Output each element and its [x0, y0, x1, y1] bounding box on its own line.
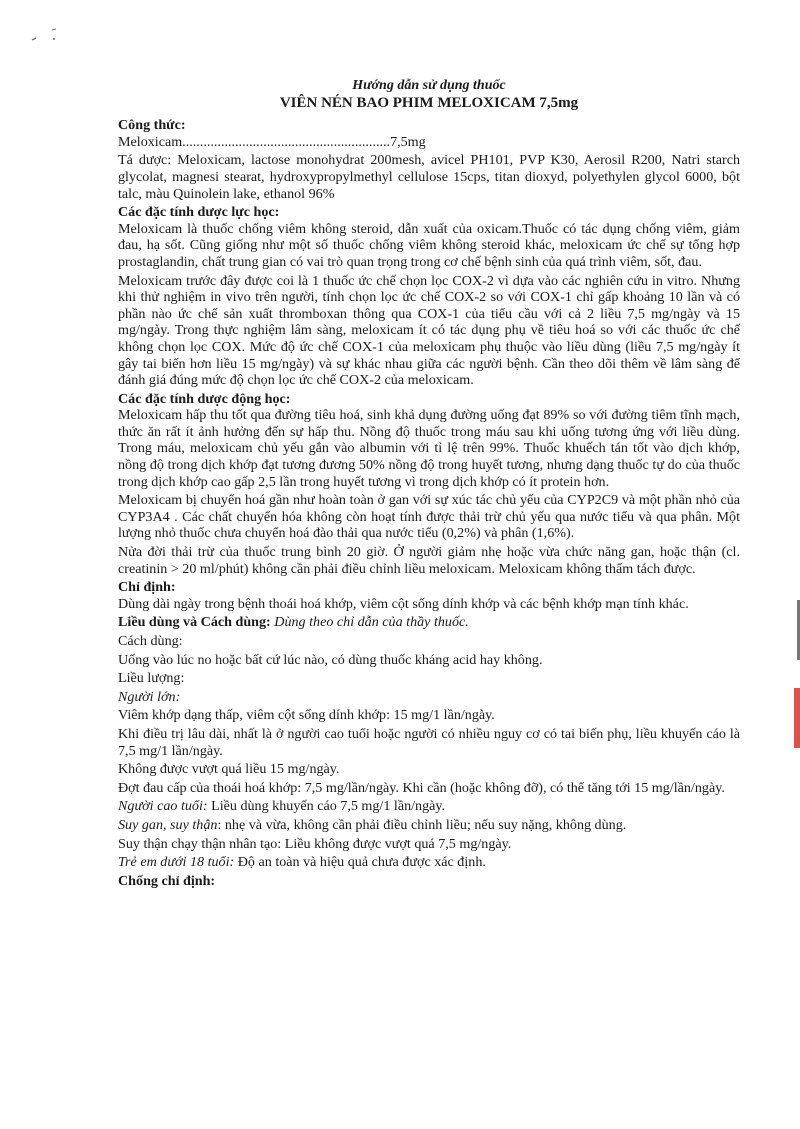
indications-text: Dùng dài ngày trong bệnh thoái hoá khớp, viêm cột sống dính khớp và các bệnh khớp mạn tính khác. [118, 595, 689, 612]
dialysis-line: Suy thận chạy thận nhân tạo: Liều không được vượt quá 7,5 mg/ngày. [118, 835, 512, 852]
heading-cong-thuc: Công thức: [118, 117, 186, 134]
pharmacokinetics-p2: Meloxicam bị chuyển hoá gần như hoàn toàn ở gan với sự xúc tác chủ yếu của CYP2C9 và một phần nhỏ của CYP3A4 . Các chất chuyển hóa không còn hoạt tính được thải trừ chủ yếu qua nước tiểu và qua phân. Một lượng nhỏ thuốc chưa chuyển hoá đào thải qua nước tiểu (0,2%) và phân (1,6%). [118, 492, 740, 542]
dose-line-2: Khi điều trị lâu dài, nhất là ở người cao tuổi hoặc người có nhiều nguy cơ có tai biến phụ, liều khuyến cáo là 7,5 mg/1 lần/ngày. [118, 725, 740, 759]
usage-label: Cách dùng: [118, 633, 183, 649]
pharmacodynamics-p2: Meloxicam trước đây được coi là 1 thuốc ức chế chọn lọc COX-2 vì dựa vào các nghiên cứu in vitro. Nhưng khi thử nghiệm in vivo trên người, tính chọn lọc ức chế COX-2 so với COX-1 chỉ gấp khoảng 10 lần và có phần nào ức chế sản xuất thromboxan thông qua COX-1 của tiểu cầu với cả 2 liều 7,5 mg/ngày và 15 mg/ngày. Trong thực nghiệm lâm sàng, meloxicam ít có tác dụng phụ về tiêu hoá so với các thuốc ức chế không chọn lọc COX. Mức độ ức chế COX-1 của meloxicam phụ thuộc vào liều dùng (liều 7,5 mg/ngày ít gây tai biến hơn liều 15 mg/ngày) và sự khác nhau giữa các người bệnh. Cần theo dõi thêm về lâm sàng để đánh giá đúng mức độ chọn lọc ức chế COX-2 của meloxicam. [118, 272, 740, 389]
red-edge-mark [794, 688, 800, 748]
heading-contraindications: Chống chỉ định: [118, 872, 216, 889]
pharmacokinetics-p1: Meloxicam hấp thu tốt qua đường tiêu hoá, sinh khả dụng đường uống đạt 89% so với đường tiêm tĩnh mạch, thức ăn rất ít ảnh hưởng đến sự hấp thu. Nồng độ thuốc trong máu sau khi uống tương ứng với liều dùng. Trong máu, meloxicam chủ yếu gắn vào albumin với tỉ lệ trên 99%. Thuốc khuếch tán tốt vào dịch khớp, nồng độ trong dịch khớp đạt tương đương 50% nồng độ trong huyết tương, nhưng dạng thuốc tự do của thuốc trong dịch khớp cao gấp 2,5 lần trong huyết tương vì trong dịch khớp có ít protein hơn. [118, 407, 740, 490]
excipients-text: Tá dược: Meloxicam, lactose monohydrat 200mesh, avicel PH101, PVP K30, Aerosil R200, Natri starch glycolat, magnesi stearat, hydroxypropylmethyl cellulose 15cps, titan dioxyd, polyethylen glycol 6000, bột talc, màu Quinolein lake, ethanol 96% [118, 152, 740, 202]
usage-text: Uống vào lúc no hoặc bất cứ lúc nào, có dùng thuốc kháng acid hay không. [118, 651, 543, 668]
dose-line-3: Không được vượt quá liều 15 mg/ngày. [118, 761, 340, 778]
composition-line: Meloxicam...........................................................7,5mg [118, 133, 426, 150]
heading-pharmacodynamics: Các đặc tính dược lực học: [118, 204, 280, 221]
scan-artifact-marks [30, 26, 70, 50]
heading-pharmacokinetics: Các đặc tính dược động học: [118, 390, 291, 407]
dosage-heading-line [118, 614, 740, 631]
children-text: Độ an toàn và hiệu quả chưa được xác định. [234, 854, 486, 871]
children-line [118, 854, 740, 871]
document-title: VIÊN NÉN BAO PHIM MELOXICAM 7,5mg [279, 94, 579, 111]
heading-dosage: Liều dùng và Cách dùng: [118, 614, 271, 631]
elderly-text: Liều dùng khuyến cáo 7,5 mg/1 lần/ngày. [207, 798, 446, 815]
document-page [118, 78, 740, 889]
adults-label: Người lớn: [118, 688, 181, 705]
document-subtitle: Hướng dẫn sử dụng thuốc [352, 78, 506, 93]
heading-indications: Chỉ định: [118, 579, 176, 596]
dose-line-1: Viêm khớp dạng thấp, viêm cột sống dính khớp: 15 mg/1 lần/ngày. [118, 707, 495, 724]
elderly-line [118, 798, 740, 815]
pharmacokinetics-p3: Nửa đời thải trừ của thuốc trung bình 20 giờ. Ở người giảm nhẹ hoặc vừa chức năng gan, hoặc thận (cl. creatinin > 20 ml/phút) không cần phải điều chỉnh liều meloxicam. Meloxicam không thẩm tách được. [118, 544, 740, 577]
children-label: Trẻ em dưới 18 tuổi: [118, 854, 235, 871]
liver-kidney-line [118, 817, 740, 834]
elderly-label: Người cao tuổi: [118, 798, 208, 815]
dose-label: Liều lượng: [118, 670, 185, 687]
liver-kidney-text: : nhẹ và vừa, không cần phải điều chỉnh liều; nếu suy nặng, không dùng. [217, 816, 627, 833]
liver-kidney-label: Suy gan, suy thận [118, 816, 218, 833]
pharmacodynamics-p1: Meloxicam là thuốc chống viêm không steroid, dẫn xuất của oxicam.Thuốc có tác dụng chống viêm, giảm đau, hạ sốt. Cũng giống như một số thuốc chống viêm không steroid khác, meloxicam ức chế sự tổng hợp prostaglandin, chất trung gian có vai trò quan trọng trong cơ chế bệnh sinh của quá trình viêm, sốt, đau. [118, 220, 740, 270]
dose-line-4: Đợt đau cấp của thoái hoá khớp: 7,5 mg/lần/ngày. Khi cần (hoặc không đỡ), có thể tăng tới 15 mg/lần/ngày. [118, 779, 725, 796]
dosage-heading-note: Dùng theo chỉ dẫn của thầy thuốc. [274, 614, 469, 631]
